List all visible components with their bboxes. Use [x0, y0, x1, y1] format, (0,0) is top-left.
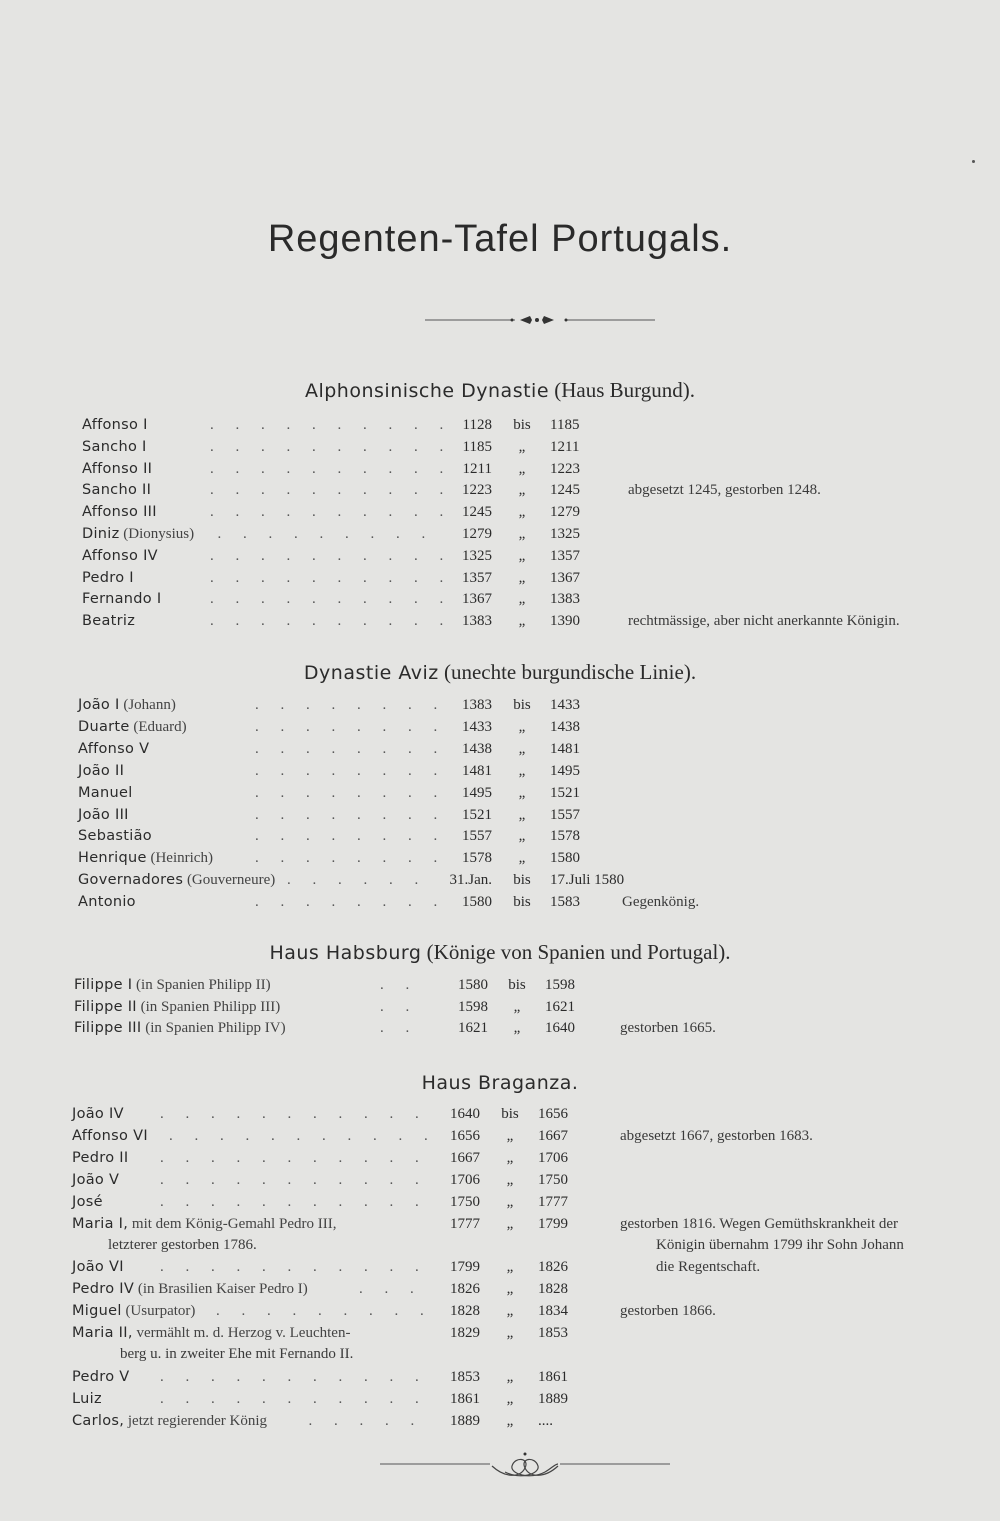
reign-start: 1580 [458, 977, 488, 993]
section-heading [0, 660, 1000, 685]
regent-name [72, 1194, 103, 1211]
reign-separator: bis [508, 977, 526, 993]
reign-start: 1889 [450, 1412, 480, 1429]
leader-dots: . . . . . . . . . [217, 526, 435, 542]
regent-name [82, 417, 148, 434]
reign-end: 1390 [550, 613, 580, 630]
table-row [0, 977, 1000, 999]
regent-name-note: (in Spanien Philipp II) [136, 977, 271, 993]
leader-dots: . . . . . . . . [255, 784, 447, 801]
regent-name-main: Affonso IV [82, 547, 158, 564]
table-row [0, 1281, 1000, 1303]
reign-start: 1495 [462, 784, 492, 801]
top-ornament-icon [420, 310, 660, 330]
leader-dots: . . . . . . . . . . . [160, 1390, 428, 1407]
regent-name-main: João I [78, 697, 120, 713]
regent-name [72, 1303, 195, 1320]
section-heading-paren: (Haus Burgund). [549, 378, 696, 402]
leader-dots: . . . . . . [287, 872, 428, 889]
regent-name [82, 526, 194, 543]
regent-name-main: Affonso VI [72, 1127, 148, 1144]
table-row [0, 417, 1000, 439]
reign-separator: „ [506, 1149, 514, 1166]
reign-start: 1578 [462, 850, 492, 867]
reign-separator: „ [518, 569, 526, 586]
reign-note: gestorben 1665. [620, 1020, 716, 1037]
leader-dots: . . . . . [308, 1412, 424, 1429]
regent-name-main: Filippe II [74, 998, 137, 1015]
reign-start: 1621 [458, 1020, 488, 1037]
reign-start: 1557 [462, 828, 492, 845]
leader-dots: . . . . . . . . . . [210, 482, 453, 499]
leader-dots: . . . . . . . . [255, 762, 447, 779]
regent-name-main: Affonso III [82, 504, 157, 521]
regent-name-continuation: letzterer gestorben 1786. [108, 1236, 257, 1253]
section-heading [0, 1070, 1000, 1095]
reign-start: 1223 [462, 482, 492, 499]
reign-start: 1853 [450, 1368, 480, 1385]
section-heading-main: Alphonsinische Dynastie [304, 380, 550, 402]
leader-dots: . . . . . . . . . . . [169, 1127, 437, 1144]
regent-name [78, 741, 149, 758]
regent-name-main: Maria I, [72, 1215, 129, 1232]
reign-note: gestorben 1816. Wegen Gemüthskrankheit der [620, 1215, 899, 1232]
table-row [0, 741, 1000, 763]
reign-end: 1750 [538, 1171, 568, 1188]
reign-start: 1750 [450, 1193, 480, 1210]
table-row [0, 1303, 1000, 1325]
regent-name [82, 439, 147, 456]
regent-name-main: João II [78, 762, 125, 779]
reign-separator: „ [518, 482, 526, 499]
reign-separator: „ [506, 1215, 514, 1232]
section-heading-paren: (Könige von Spanien und Portugal). [421, 940, 731, 964]
regent-name [82, 461, 152, 478]
reign-separator: bis [501, 1106, 519, 1122]
reign-separator: „ [518, 828, 526, 845]
regent-name [72, 1150, 128, 1167]
reign-note-continuation: die Regentschaft. [656, 1258, 761, 1275]
table-row [0, 482, 1000, 504]
table-row [0, 1172, 1000, 1194]
table-row [0, 1128, 1000, 1150]
reign-end: 1834 [538, 1303, 568, 1320]
reign-note: Gegenkönig. [622, 894, 700, 911]
reign-separator: bis [513, 417, 531, 433]
regent-name-note: mit dem König-Gemahl Pedro III, [131, 1215, 337, 1232]
regent-name-main: Beatriz [82, 613, 136, 630]
regent-name-main: Sebastião [78, 828, 152, 845]
leader-dots: . . . [359, 1281, 423, 1298]
reign-end: 1325 [550, 526, 580, 542]
table-row [0, 591, 1000, 613]
reign-start: 1383 [462, 697, 492, 713]
regent-name-main: Carlos, [72, 1412, 125, 1429]
table-row [0, 807, 1000, 829]
reign-end: 1245 [550, 482, 580, 499]
reign-end: 1438 [550, 718, 580, 735]
leader-dots: . . . . . . . . . . [210, 547, 453, 564]
reign-separator: „ [506, 1325, 514, 1341]
reign-separator: „ [518, 806, 526, 823]
table-row [0, 1150, 1000, 1172]
table-row [0, 1216, 1000, 1238]
leader-dots: . . [380, 998, 419, 1015]
regent-name [72, 1128, 148, 1145]
regent-name-main: Affonso II [82, 460, 153, 477]
regent-name [78, 828, 152, 845]
reign-end: 1861 [538, 1368, 568, 1385]
reign-separator: „ [513, 1020, 521, 1037]
section-heading-main: Haus Braganza. [421, 1072, 579, 1094]
reign-end: 1383 [550, 591, 580, 608]
reign-end: 1667 [538, 1127, 568, 1144]
reign-start: 1481 [462, 762, 492, 779]
regent-name [74, 999, 280, 1016]
reign-end: 1826 [538, 1259, 568, 1276]
table-row [0, 1369, 1000, 1391]
reign-start: 1656 [450, 1127, 480, 1144]
regent-name [72, 1325, 350, 1342]
reign-start: 1185 [462, 438, 492, 455]
reign-end: 1279 [550, 504, 580, 521]
table-row [0, 613, 1000, 635]
reign-start: 1325 [462, 547, 492, 564]
reign-start: 1777 [450, 1215, 480, 1232]
regent-name [82, 591, 161, 608]
regent-name [78, 850, 213, 867]
table-row [0, 1194, 1000, 1216]
reign-end: 1706 [538, 1149, 568, 1166]
leader-dots: . . . . . . . . . . [210, 591, 453, 608]
table-row [0, 461, 1000, 483]
leader-dots: . . . . . . . . . . . [160, 1171, 428, 1188]
reign-note: abgesetzt 1245, gestorben 1248. [628, 482, 821, 499]
reign-end: 1580 [550, 850, 580, 867]
reign-end: 1367 [550, 569, 580, 586]
reign-separator: „ [513, 998, 521, 1015]
regent-name-note: (in Brasilien Kaiser Pedro I) [137, 1281, 308, 1298]
leader-dots: . . . . . . . . . . [210, 438, 453, 455]
table-row [0, 872, 1000, 894]
table-row [0, 1259, 1000, 1281]
table-row [0, 570, 1000, 592]
regent-name-main: Luiz [72, 1390, 102, 1407]
regent-name-main: Duarte [78, 718, 130, 735]
regent-name-main: João III [78, 806, 129, 823]
reign-end: 1656 [538, 1106, 568, 1122]
reign-end: 1185 [550, 417, 580, 433]
reign-start: 1367 [462, 591, 492, 608]
reign-end: 1828 [538, 1281, 568, 1298]
regent-name-main: Manuel [78, 784, 133, 801]
leader-dots: . . . . . . . . [255, 697, 447, 713]
reign-separator: „ [506, 1412, 514, 1429]
regent-name [72, 1369, 130, 1386]
reign-start: 1521 [462, 806, 492, 823]
regent-name [78, 763, 124, 780]
reign-separator: bis [513, 894, 531, 911]
regent-name [82, 482, 151, 499]
section-heading-main: Dynastie Aviz [303, 662, 439, 684]
reign-separator: „ [518, 504, 526, 521]
reign-end: 1598 [545, 977, 575, 993]
reign-start: 1667 [450, 1149, 480, 1166]
regent-name [78, 807, 129, 824]
table-row [0, 850, 1000, 872]
reign-start: 1598 [458, 998, 488, 1015]
table-row [0, 999, 1000, 1021]
regent-name-main: Miguel [72, 1303, 122, 1320]
reign-end: 1557 [550, 806, 580, 823]
reign-separator: „ [506, 1281, 514, 1298]
regent-name [78, 872, 275, 889]
reign-separator: „ [518, 547, 526, 564]
reign-start: 1279 [462, 526, 492, 542]
regent-name-note: (in Spanien Philipp III) [140, 998, 281, 1015]
reign-end: 1777 [538, 1193, 568, 1210]
leader-dots: . . [380, 1020, 419, 1037]
reign-separator: „ [518, 460, 526, 477]
regent-name-note: vermählt m. d. Herzog v. Leuchten- [136, 1325, 351, 1341]
leader-dots: . . . . . . . . [255, 828, 447, 845]
regent-name [72, 1391, 102, 1408]
leader-dots: . . . . . . . . . . . [160, 1149, 428, 1166]
table-row [0, 1391, 1000, 1413]
regent-name [82, 613, 135, 630]
reign-start: 31.Jan. [449, 872, 492, 889]
regent-name [72, 1413, 267, 1430]
reign-start: 1211 [462, 460, 492, 477]
section-heading [0, 378, 1000, 403]
bottom-ornament-icon [380, 1448, 670, 1488]
reign-separator: „ [518, 438, 526, 455]
regent-name [82, 504, 157, 521]
regent-name-note: jetzt regierender König [127, 1412, 267, 1429]
regent-name-note: (in Spanien Philipp IV) [145, 1020, 286, 1037]
leader-dots: . . . . . . . . [255, 894, 447, 911]
section-heading-main: Haus Habsburg [269, 942, 422, 964]
leader-dots: . . . . . . . . . . . [160, 1193, 428, 1210]
leader-dots: . . . . . . . . . . . [160, 1368, 428, 1385]
regent-name [74, 977, 271, 994]
reign-note: rechtmässige, aber nicht anerkannte Königin. [628, 613, 900, 630]
regent-name-main: Pedro IV [72, 1281, 135, 1298]
reign-separator: „ [506, 1127, 514, 1144]
reign-separator: „ [518, 784, 526, 801]
regent-name-note: (Eduard) [133, 718, 187, 735]
regent-name-main: Antonio [78, 894, 136, 911]
table-row [0, 785, 1000, 807]
reign-end: 1799 [538, 1215, 568, 1232]
leader-dots: . . . . . . . . . . [210, 569, 453, 586]
regent-name-main: Pedro I [82, 569, 134, 586]
reign-end: 1495 [550, 762, 580, 779]
reign-end: 1481 [550, 740, 580, 757]
reign-separator: bis [513, 872, 531, 889]
reign-start: 1826 [450, 1281, 480, 1298]
reign-start: 1580 [462, 894, 492, 911]
reign-separator: „ [506, 1368, 514, 1385]
leader-dots: . . . . . . . . . [216, 1303, 433, 1320]
page-title: Regenten-Tafel Portugals. [267, 218, 733, 260]
regent-name-main: Governadores [78, 872, 184, 889]
regent-name [82, 548, 158, 565]
reign-separator: „ [518, 613, 526, 630]
table-row [0, 1413, 1000, 1435]
regent-name [78, 894, 136, 911]
regent-name [72, 1106, 124, 1123]
regent-name-main: Filippe I [74, 977, 133, 993]
reign-start: 1245 [462, 504, 492, 521]
reign-start: 1829 [450, 1325, 480, 1341]
leader-dots: . . . . . . . . [255, 740, 447, 757]
reign-note: gestorben 1866. [620, 1303, 716, 1320]
reign-end: 1357 [550, 547, 580, 564]
reign-end: 17.Juli 1580 [550, 872, 625, 889]
regent-name [72, 1172, 119, 1189]
regent-name-note: (Usurpator) [125, 1303, 196, 1320]
leader-dots: . . . . . . . . . . . [160, 1106, 428, 1122]
regent-name-main: João V [72, 1171, 120, 1188]
table-row [0, 548, 1000, 570]
table-row [0, 1325, 1000, 1347]
table-row [0, 526, 1000, 548]
reign-separator: „ [518, 850, 526, 867]
table-row [0, 1020, 1000, 1042]
regent-name-main: Maria II, [72, 1325, 133, 1341]
regent-name-main: Filippe III [74, 1020, 142, 1037]
table-row [0, 828, 1000, 850]
table-row [0, 894, 1000, 916]
leader-dots: . . . . . . . . . . . [160, 1259, 428, 1276]
table-row [0, 719, 1000, 741]
regent-name [72, 1259, 124, 1276]
reign-end: 1889 [538, 1390, 568, 1407]
reign-end: 1853 [538, 1325, 568, 1341]
reign-separator: „ [506, 1303, 514, 1320]
regent-name [78, 697, 176, 714]
reign-start: 1383 [462, 613, 492, 630]
table-row [0, 504, 1000, 526]
regent-name-continuation: berg u. in zweiter Ehe mit Fernando II. [120, 1346, 354, 1362]
regent-name-main: João IV [72, 1106, 124, 1122]
leader-dots: . . . . . . . . [255, 718, 447, 735]
reign-end: 1578 [550, 828, 580, 845]
reign-end: 1583 [550, 894, 580, 911]
regent-name [78, 719, 187, 736]
reign-start: 1128 [462, 417, 492, 433]
regent-name-main: Diniz [82, 526, 120, 542]
leader-dots: . . . . . . . . . . [210, 460, 453, 477]
reign-end: 1433 [550, 697, 580, 713]
regent-name-note: (Dionysius) [123, 526, 195, 542]
reign-end: 1211 [550, 438, 580, 455]
reign-end: 1521 [550, 784, 580, 801]
leader-dots: . . . . . . . . [255, 850, 447, 867]
regent-name-note: (Gouverneure) [186, 872, 276, 889]
reign-separator: „ [518, 740, 526, 757]
regent-name [72, 1216, 336, 1233]
reign-separator: „ [518, 591, 526, 608]
reign-separator: „ [506, 1390, 514, 1407]
regent-name-main: João VI [72, 1259, 124, 1276]
reign-start: 1433 [462, 718, 492, 735]
regent-name [74, 1020, 286, 1037]
table-row [0, 439, 1000, 461]
reign-separator: bis [513, 697, 531, 713]
regent-name-main: Pedro V [72, 1368, 130, 1385]
reign-separator: „ [506, 1171, 514, 1188]
regent-name [82, 570, 134, 587]
section-heading-paren: (unechte burgundische Linie). [438, 660, 697, 684]
regent-name-main: Fernando I [82, 591, 162, 608]
reign-start: 1799 [450, 1259, 480, 1276]
reign-start: 1828 [450, 1303, 480, 1320]
regent-name-main: José [72, 1193, 103, 1210]
leader-dots: . . [380, 977, 419, 993]
reign-end: .... [538, 1412, 553, 1429]
regent-name-main: Affonso V [78, 740, 150, 757]
section-heading [0, 940, 1000, 965]
regent-name-main: Pedro II [72, 1149, 129, 1166]
reign-start: 1640 [450, 1106, 480, 1122]
speck-mark [972, 160, 975, 163]
regent-name-main: Sancho II [82, 482, 152, 499]
reign-separator: „ [518, 718, 526, 735]
reign-note-continuation: Königin übernahm 1799 ihr Sohn Johann [656, 1236, 904, 1253]
leader-dots: . . . . . . . . . . [210, 504, 453, 521]
regent-name [78, 785, 133, 802]
reign-start: 1357 [462, 569, 492, 586]
reign-note: abgesetzt 1667, gestorben 1683. [620, 1127, 813, 1144]
reign-end: 1621 [545, 998, 575, 1015]
reign-separator: „ [506, 1259, 514, 1276]
table-row [0, 1106, 1000, 1128]
reign-end: 1640 [545, 1020, 575, 1037]
reign-end: 1223 [550, 460, 580, 477]
regent-name-main: Sancho I [82, 438, 147, 455]
reign-separator: „ [518, 526, 526, 542]
regent-name-note: (Johann) [123, 697, 176, 713]
table-row [0, 697, 1000, 719]
reign-separator: „ [506, 1193, 514, 1210]
reign-start: 1438 [462, 740, 492, 757]
regent-name-main: Henrique [78, 850, 147, 867]
leader-dots: . . . . . . . . . . [210, 417, 453, 433]
regent-name-note: (Heinrich) [150, 850, 213, 867]
regent-name [72, 1281, 308, 1298]
reign-start: 1706 [450, 1171, 480, 1188]
reign-separator: „ [518, 762, 526, 779]
leader-dots: . . . . . . . . [255, 806, 447, 823]
leader-dots: . . . . . . . . . . [210, 613, 453, 630]
reign-start: 1861 [450, 1390, 480, 1407]
table-row [0, 763, 1000, 785]
regent-name-main: Affonso I [82, 417, 148, 433]
